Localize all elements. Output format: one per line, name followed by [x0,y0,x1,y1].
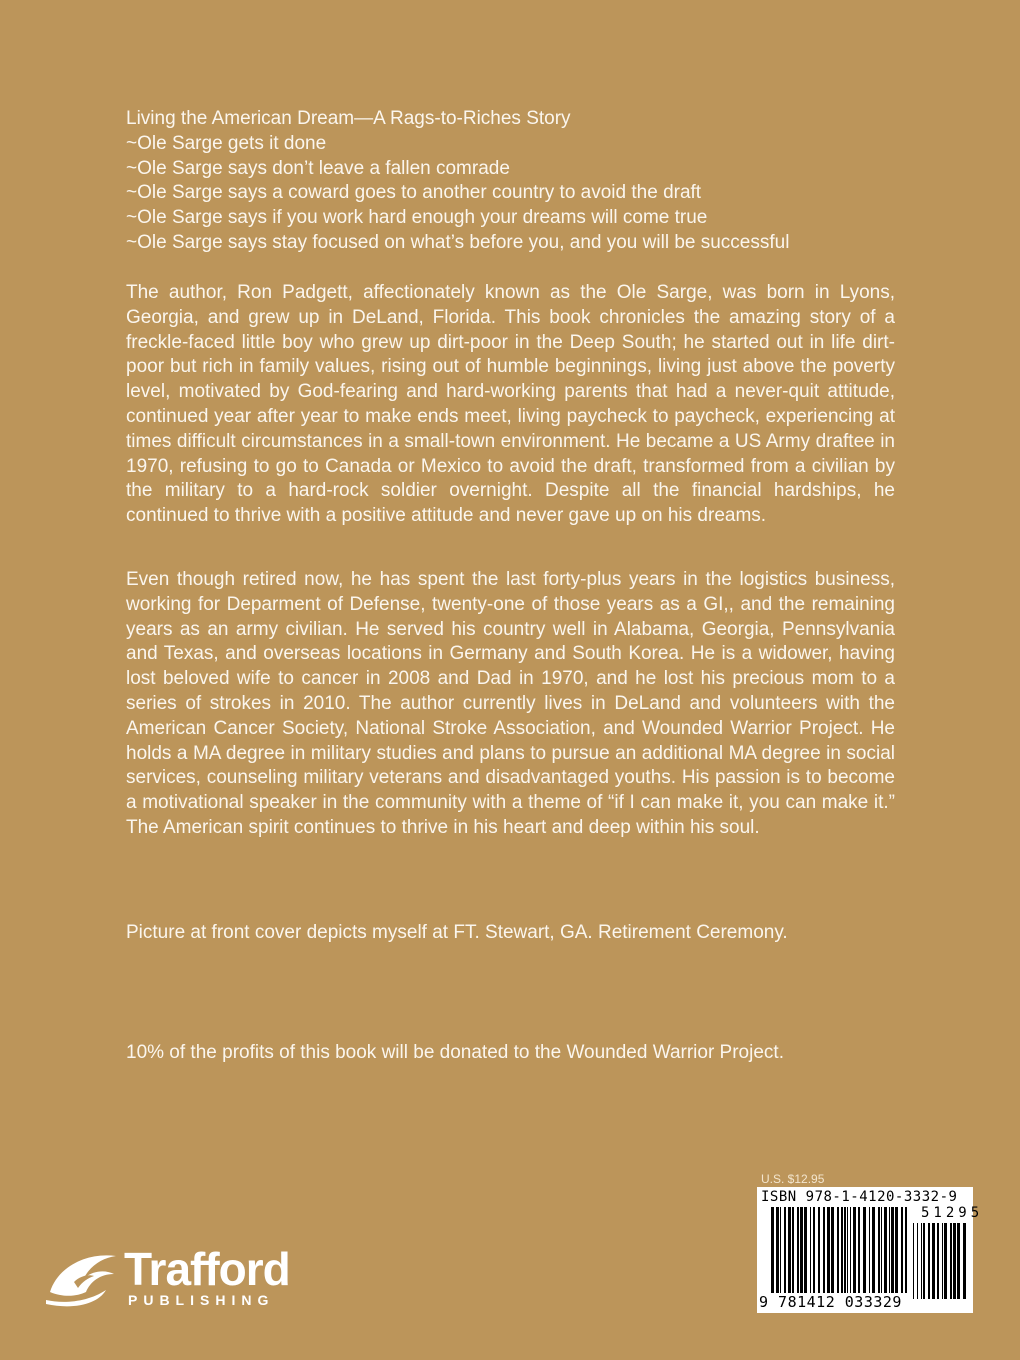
barcode-bar [831,1207,834,1293]
barcode-bar [776,1207,779,1301]
barcode-bar [932,1223,935,1299]
barcode-bar [950,1223,952,1299]
barcode-bars-main [771,1207,911,1301]
barcode-bar [928,1223,930,1299]
isbn-barcode [757,1187,984,1313]
barcode-bar [942,1223,943,1299]
barcode-bars-addon [913,1223,969,1307]
barcode-bar [850,1207,851,1293]
barcode-bar [818,1207,820,1293]
barcode-bar [895,1207,898,1293]
barcode-bar [792,1207,794,1293]
barcode-bar [800,1207,803,1293]
barcode-bar [804,1207,807,1293]
tagline-item: ~Ole Sarge says a coward goes to another country to avoid the draft [126,182,702,204]
barcode-bar [797,1207,799,1293]
barcode-bar [905,1207,907,1293]
donation-note: 10% of the profits of this book will be donated to the Wounded Warrior Project. [126,1042,784,1063]
author-bio-paragraph: The author, Ron Padgett, affectionately known as the Ole Sarge, was born in Lyons, Georgia, and grew up in DeLand, Florida. This book chronicles the amazing story of a freckle-faced little boy who grew up dirt-poor in the Deep South; he started out in life dirt-poor but rich in family values, rising out of humble beginnings, living just above the poverty level, motivated by God-fearing and hard-working parents that had a never-quit attitude, continued year after year to make ends meet, living paycheck to paycheck, experiencing at times difficult circumstances in a small-town environment. He became a US Army draftee in 1970, refusing to go to Canada or Mexico to avoid the draft, transformed from a civilian by the military to a hard-rock soldier overnight. Despite all the financial hardships, he continued to thrive with a positive attitude and never gave up on his dreams. [126,282,895,527]
barcode-bar [841,1207,843,1301]
barcode-bar [837,1207,839,1293]
barcode-bar [788,1207,791,1293]
barcode-bar [923,1223,925,1299]
barcode-bar [872,1207,875,1293]
publisher-logo [44,1243,290,1315]
barcode-bar [913,1223,914,1299]
barcode-bar [901,1207,903,1293]
barcode-bar [937,1223,939,1299]
barcode-bar [771,1207,774,1301]
tagline-item: ~Ole Sarge says if you work hard enough your dreams will come true [126,207,708,229]
barcode-bar [813,1207,815,1293]
barcode-bar [863,1207,866,1293]
ean-number: 9 781412 033329 [759,1293,902,1311]
cover-picture-note: Picture at front cover depicts myself at FT. Stewart, GA. Retirement Ceremony. [126,922,788,943]
barcode-bar [784,1207,786,1293]
barcode-bar [944,1223,947,1299]
barcode-bar [889,1207,890,1293]
author-career-paragraph: Even though retired now, he has spent the last forty-plus years in the logistics business, working for Deparment of Defense, twenty-one of those years as a GI,, and the remaining years as an army civilian. He served his country well in Alabama, Georgia, Pennsylvania and Texas, and overseas locations in Germany and South Korea. He is a widower, having lost beloved wife to cancer in 2008 and Dad in 1970, and he lost his precious mom to a series of strokes in 2010. The author currently lives in DeLand and volunteers with the American Cancer Society, National Stroke Association, and Wounded Warrior Project. He holds a MA degree in military studies and plans to pursue an additional MA degree in social services, counseling military veterans and disadvantaged youths. His passion is to become a motivational speaker in the community with a theme of “if I can make it, you can make it.” The American spirit continues to thrive in his heart and deep within his soul. [126,569,895,838]
barcode-bar [953,1223,956,1299]
barcode-bar [844,1207,846,1293]
isbn-text: ISBN 978-1-4120-3332-9 [761,1189,958,1205]
barcode-bar [884,1207,887,1293]
tagline-title: Living the American Dream—A Rags-to-Riches Story [126,108,571,129]
barcode-bar [891,1207,894,1293]
barcode-bar [780,1207,781,1293]
barcode-bar [823,1207,825,1293]
price-label: U.S. $12.95 [761,1172,825,1186]
tagline-item: ~Ole Sarge says stay focused on what’s before you, and you will be successful [126,231,790,253]
trafford-wave-icon [44,1248,124,1310]
barcode-bar [921,1223,922,1299]
tagline-item: ~Ole Sarge gets it done [126,132,327,154]
barcode-bar [858,1207,860,1293]
barcode-bar [853,1207,856,1293]
barcode-bar [878,1207,880,1293]
barcode-bar [963,1223,966,1299]
publisher-subtitle: PUBLISHING [128,1292,275,1308]
barcode-bar [827,1207,830,1293]
barcode-bar [810,1207,811,1293]
publisher-name: Trafford [124,1243,290,1295]
barcode-bar [957,1223,960,1299]
price-addon-number: 51295 [921,1205,984,1221]
barcode-bar [881,1207,882,1293]
tagline-item: ~Ole Sarge says don’t leave a fallen comrade [126,157,510,179]
barcode-bar [847,1207,848,1293]
tagline-list [126,107,789,256]
barcode-bar [869,1207,870,1293]
barcode-bar [917,1223,918,1299]
